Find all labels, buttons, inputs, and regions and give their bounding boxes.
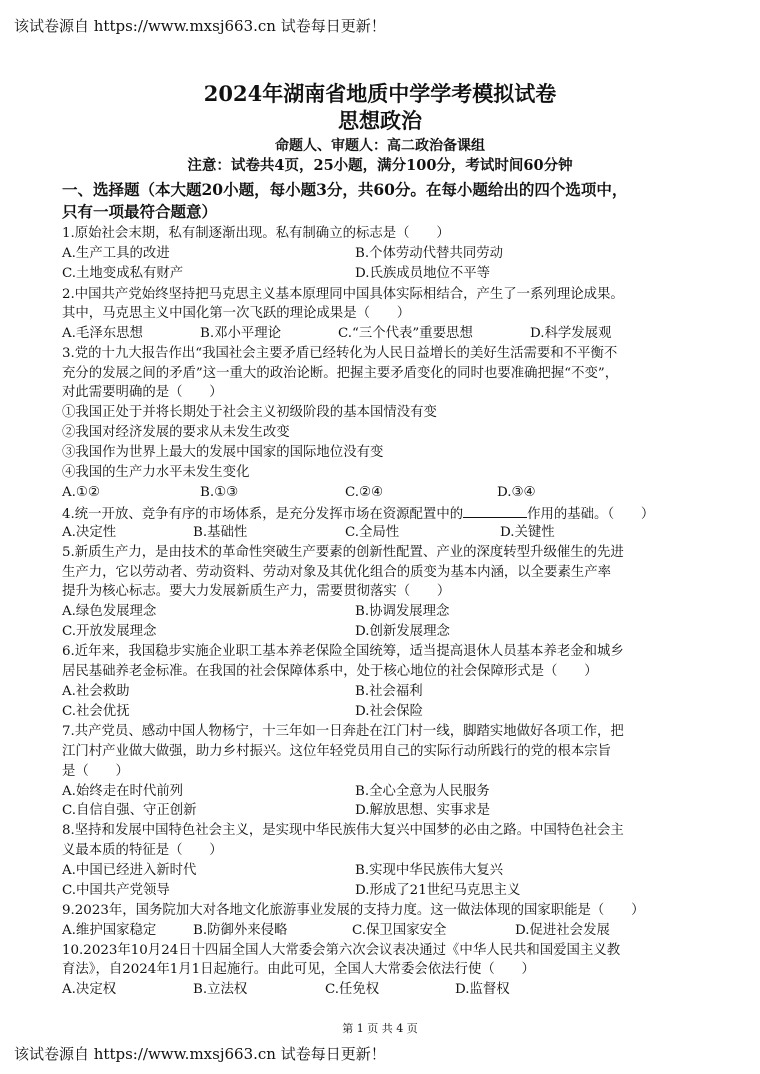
q8-option-b: B.实现中华民族伟大复兴 xyxy=(355,863,504,878)
q3-item-4: ④我国的生产力水平未发生变化 xyxy=(62,465,250,480)
q9-option-b: B.防御外来侵略 xyxy=(193,923,288,938)
q10-option-a: A.决定权 xyxy=(62,982,117,997)
q2-stem-line1: 2.中国共产党始终坚持把马克思主义基本原理同中国具体实际相结合，产生了一系列理论成果。 xyxy=(62,287,624,302)
q3-item-3: ③我国作为世界上最大的发展中国家的国际地位没有变 xyxy=(62,445,384,460)
q10-stem-line1: 10.2023年10月24日十四届全国人大常委会第六次会议表决通过《中华人民共和国爱国主义教 xyxy=(62,943,621,958)
q3-stem-line3: 对此需要明确的是（ ） xyxy=(62,385,223,400)
q8-option-d: D.形成了21世纪马克思主义 xyxy=(355,883,521,898)
q9-option-a: A.维护国家稳定 xyxy=(62,923,157,938)
q4-option-c: C.全局性 xyxy=(345,525,400,540)
q6-option-c: C.社会优抚 xyxy=(62,704,130,719)
q9-option-d: D.促进社会发展 xyxy=(515,923,610,938)
source-watermark-bottom: 该试卷源自 https://www.mxsj663.cn 试卷每日更新！ xyxy=(14,1045,386,1063)
q2-stem-line2: 其中，马克思主义中国化第一次飞跃的理论成果是（ ） xyxy=(62,306,411,321)
q6-stem-line1: 6.近年来，我国稳步实施企业职工基本养老保险全国统筹，适当提高退休人员基本养老金和城乡 xyxy=(62,644,624,659)
q5-stem-line1: 5.新质生产力，是由技术的革命性突破生产要素的创新性配置、产业的深度转型升级催生的先进 xyxy=(62,545,624,560)
q5-option-d: D.创新发展理念 xyxy=(355,624,450,639)
q5-stem-line3: 提升为核心标志。要大力发展新质生产力，需要贯彻落实（ ） xyxy=(62,584,451,599)
q8-option-a: A.中国已经进入新时代 xyxy=(62,863,197,878)
q1-option-a: A.生产工具的改进 xyxy=(62,246,170,261)
q4-option-a: A.决定性 xyxy=(62,525,117,540)
q4-stem-suffix: 作用的基础。（ ） xyxy=(527,507,655,522)
q4-answer-blank xyxy=(463,504,527,518)
q1-stem: 1.原始社会末期，私有制逐渐出现。私有制确立的标志是（ ） xyxy=(62,226,450,241)
exam-authors: 命题人、审题人：高二政治备课组 xyxy=(275,138,485,154)
q4-option-b: B.基础性 xyxy=(193,525,248,540)
q3-option-a: A.①② xyxy=(62,485,100,500)
q10-option-d: D.监督权 xyxy=(455,982,510,997)
q3-option-c: C.②④ xyxy=(345,485,384,500)
q2-option-c: C.“三个代表”重要思想 xyxy=(338,326,473,341)
q10-option-b: B.立法权 xyxy=(193,982,248,997)
q3-stem-line2: 充分的发展之间的矛盾”这一重大的政治论断。把握主要矛盾变化的同时也要准确把握“不变”， xyxy=(62,366,619,381)
q7-option-d: D.解放思想、实事求是 xyxy=(355,803,491,818)
q4-stem-prefix: 4.统一开放、竞争有序的市场体系，是充分发挥市场在资源配置中的 xyxy=(62,507,464,522)
q9-stem: 9.2023年，国务院加大对各地文化旅游事业发展的支持力度。这一做法体现的国家职能是（ ） xyxy=(62,903,645,918)
q8-stem-line1: 8.坚持和发展中国特色社会主义，是实现中华民族伟大复兴中国梦的必由之路。中国特色社会主 xyxy=(62,823,624,838)
q6-option-a: A.社会救助 xyxy=(62,684,130,699)
q5-stem-line2: 生产力，它以劳动者、劳动资料、劳动对象及其优化组合的质变为基本内涵，以全要素生产率 xyxy=(62,565,612,580)
section-heading-line2: 只有一项最符合题意） xyxy=(62,202,218,221)
q6-option-d: D.社会保险 xyxy=(355,704,424,719)
q6-stem-line2: 居民基础养老金标准。在我国的社会保障体系中，处于核心地位的社会保障形式是（ ） xyxy=(62,664,598,679)
q1-option-d: D.氏族成员地位不平等 xyxy=(355,266,491,281)
q1-option-b: B.个体劳动代替共同劳动 xyxy=(355,246,504,261)
q3-item-2: ②我国对经济发展的要求从未发生改变 xyxy=(62,425,290,440)
q7-stem-line3: 是（ ） xyxy=(62,764,129,779)
q8-stem-line2: 义最本质的特征是（ ） xyxy=(62,843,223,858)
q8-option-c: C.中国共产党领导 xyxy=(62,883,170,898)
q10-option-c: C.任免权 xyxy=(325,982,380,997)
exam-title: 2024年湖南省地质中学学考模拟试卷 xyxy=(203,81,557,106)
q2-option-a: A.毛泽东思想 xyxy=(62,326,143,341)
q7-option-c: C.自信自强、守正创新 xyxy=(62,803,197,818)
q5-option-c: C.开放发展理念 xyxy=(62,624,157,639)
page-number: 第 1 页 共 4 页 xyxy=(342,1022,418,1035)
q9-option-c: C.保卫国家安全 xyxy=(352,923,447,938)
q6-option-b: B.社会福利 xyxy=(355,684,423,699)
q3-item-1: ①我国正处于并将长期处于社会主义初级阶段的基本国情没有变 xyxy=(62,405,437,420)
q3-option-b: B.①③ xyxy=(200,485,239,500)
section-heading-line1: 一、选择题（本大题20小题，每小题3分，共60分。在每小题给出的四个选项中， xyxy=(62,180,628,199)
q10-stem-line2: 育法》，自2024年1月1日起施行。由此可见，全国人大常委会依法行使（ ） xyxy=(62,962,535,977)
exam-subject: 思想政治 xyxy=(338,108,422,133)
q2-option-b: B.邓小平理论 xyxy=(200,326,282,341)
q7-stem-line1: 7.共产党员、感动中国人物杨宁，十三年如一日奔赴在江门村一线，脚踏实地做好各项工作，把 xyxy=(62,724,624,739)
q7-option-b: B.全心全意为人民服务 xyxy=(355,784,490,799)
exam-notice: 注意：试卷共4页，25小题，满分100分，考试时间60分钟 xyxy=(187,157,573,174)
q5-option-b: B.协调发展理念 xyxy=(355,604,450,619)
q7-stem-line2: 江门村产业做大做强，助力乡村振兴。这位年轻党员用自己的实际行动所践行的党的根本宗旨 xyxy=(62,744,612,759)
q4-option-d: D.关键性 xyxy=(500,525,555,540)
q2-option-d: D.科学发展观 xyxy=(530,326,612,341)
q3-stem-line1: 3.党的十九大报告作出“我国社会主要矛盾已经转化为人民日益增长的美好生活需要和不平衡不 xyxy=(62,346,618,361)
q1-option-c: C.土地变成私有财产 xyxy=(62,266,184,281)
q7-option-a: A.始终走在时代前列 xyxy=(62,784,184,799)
q4-stem xyxy=(62,504,654,524)
q3-option-d: D.③④ xyxy=(497,485,536,500)
source-watermark-top: 该试卷源自 https://www.mxsj663.cn 试卷每日更新！ xyxy=(14,17,386,35)
q5-option-a: A.绿色发展理念 xyxy=(62,604,157,619)
